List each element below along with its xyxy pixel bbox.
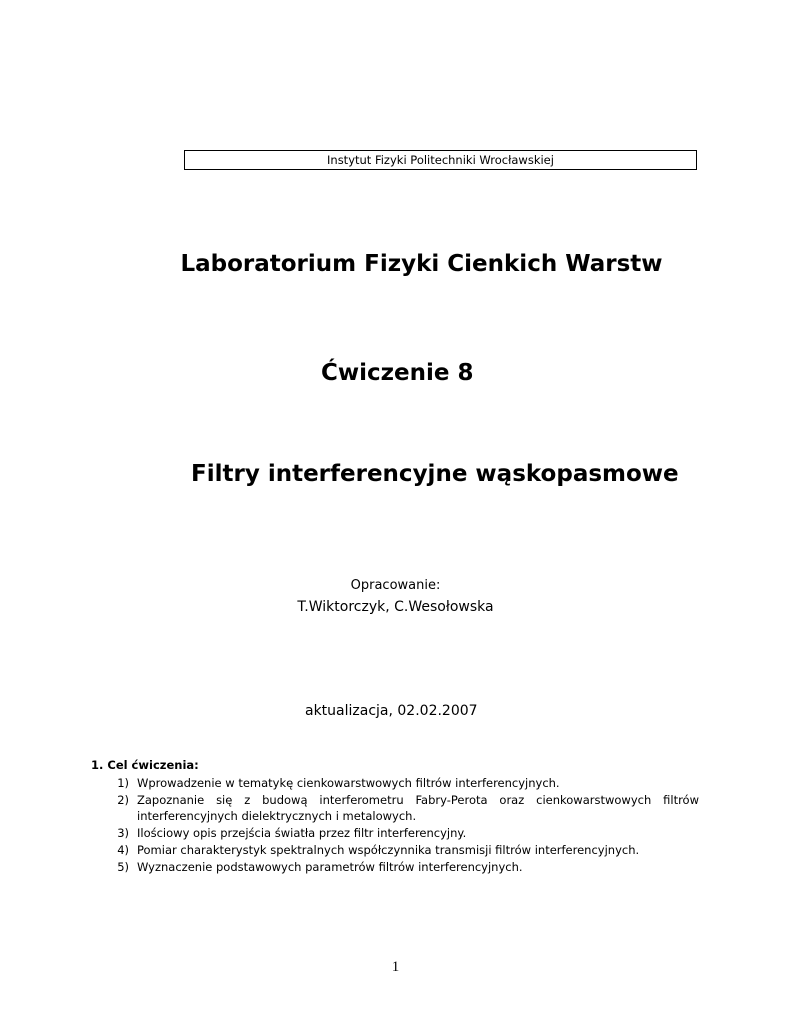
list-item-number: 5) <box>117 860 129 874</box>
list-item-number: 3) <box>117 826 129 840</box>
list-item-text: Wyznaczenie podstawowych parametrów filtrów interferencyjnych. <box>137 860 523 874</box>
list-item-text: Pomiar charakterystyk spektralnych współczynnika transmisji filtrów interferencyjnych. <box>137 843 640 857</box>
list-item-text: Zapoznanie się z budową interferometru Fabry-Perota oraz cienkowarstwowych filtrów interferencyjnych dielektrycznych i metalowych. <box>137 793 699 823</box>
page-number: 1 <box>391 959 400 975</box>
goal-heading: 1. Cel ćwiczenia: <box>91 758 199 772</box>
list-item <box>91 859 699 875</box>
list-item-number: 4) <box>117 843 129 857</box>
exercise-number: Ćwiczenie 8 <box>321 360 474 386</box>
list-item-number: 1) <box>117 776 129 790</box>
list-item <box>91 825 699 841</box>
list-item-text: Ilościowy opis przejścia światła przez filtr interferencyjny. <box>137 826 467 840</box>
goal-section <box>91 758 699 876</box>
update-date: aktualizacja, 02.02.2007 <box>305 703 478 719</box>
list-item <box>91 792 699 824</box>
laboratory-title: Laboratorium Fizyki Cienkich Warstw <box>180 251 663 277</box>
institute-name: Instytut Fizyki Politechniki Wrocławskiej <box>327 153 554 167</box>
list-item-text: Wprowadzenie w tematykę cienkowarstwowych filtrów interferencyjnych. <box>137 776 560 790</box>
institute-header <box>184 150 697 170</box>
authors-names: T.Wiktorczyk, C.Wesołowska <box>297 599 494 615</box>
list-item <box>91 775 699 791</box>
list-item <box>91 842 699 858</box>
exercise-topic: Filtry interferencyjne wąskopasmowe <box>191 461 679 487</box>
list-item-number: 2) <box>117 793 129 807</box>
authors-label: Opracowanie: <box>350 578 441 593</box>
goal-list <box>91 775 699 875</box>
